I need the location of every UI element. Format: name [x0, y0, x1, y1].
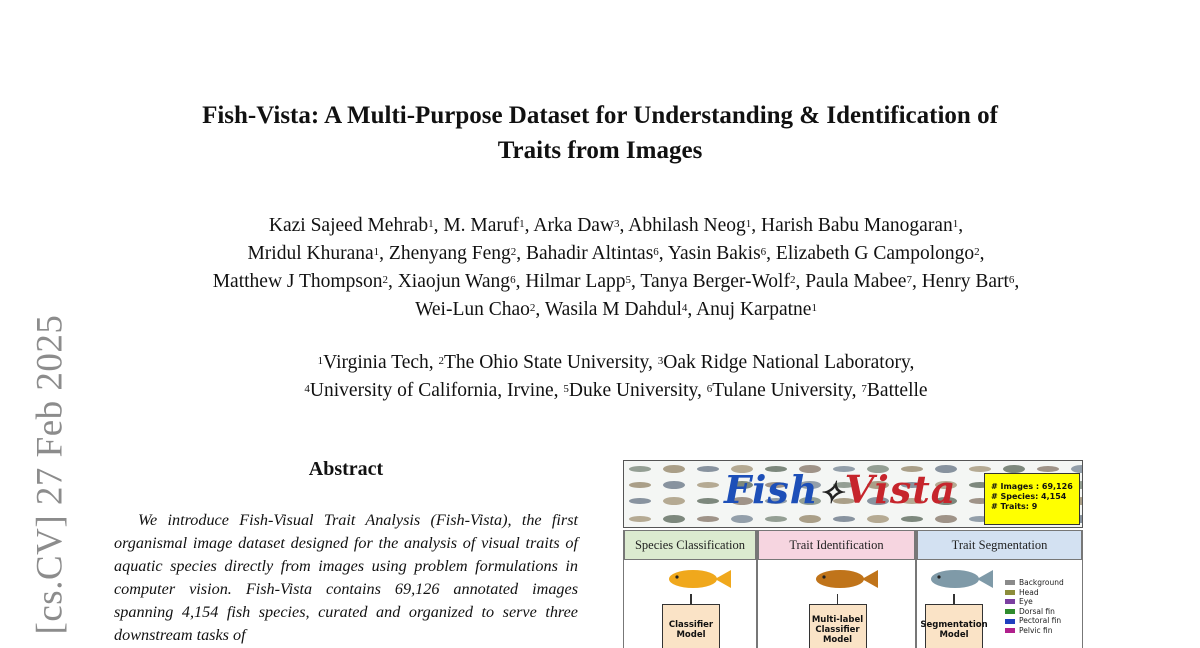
legend-swatch — [1005, 590, 1015, 595]
legend-swatch — [1005, 619, 1015, 624]
fish-thumbnail — [697, 498, 719, 504]
author-affiliation-mark: 2 — [974, 246, 980, 258]
abstract-heading: Abstract — [308, 458, 384, 480]
legend-entry — [1005, 616, 1064, 626]
title-line-2: Traits from Images — [497, 137, 703, 164]
author-affiliation-mark: 1 — [428, 218, 434, 230]
author-name: Arka Daw — [533, 215, 615, 236]
affiliation-name: Oak Ridge National Laboratory — [663, 352, 910, 373]
author-name: Paula Mabee — [805, 271, 907, 292]
author-name: Kazi Sajeed Mehrab — [268, 215, 429, 236]
author-name: Wasila M Dahdul — [544, 299, 682, 320]
author-name: Henry Bart — [921, 271, 1009, 292]
fish-thumbnail — [799, 515, 821, 523]
fish-thumbnail — [629, 466, 651, 472]
author-affiliation-mark: 1 — [373, 246, 380, 258]
affiliation-name: University of California, Irvine — [309, 380, 554, 401]
fish-vista-logo — [724, 467, 956, 512]
affiliation-mark: 7 — [861, 383, 867, 395]
fish-thumbnail — [867, 515, 889, 523]
author-affiliation-mark: 6 — [510, 274, 516, 286]
author-name: Xiaojun Wang — [397, 271, 511, 292]
author-name: Yasin Bakis — [667, 243, 761, 264]
stat-images: # Images : 69,126 — [991, 482, 1073, 491]
abstract-body — [114, 509, 578, 647]
flow-arrow — [837, 594, 839, 604]
stat-traits: # Traits: 9 — [991, 502, 1038, 511]
fish-thumbnail — [1003, 465, 1025, 473]
author-affiliation-mark: 1 — [519, 218, 525, 230]
fish-thumbnail — [833, 516, 855, 522]
fish-thumbnail — [663, 515, 685, 523]
affiliation-mark: 5 — [563, 383, 569, 395]
author-list: Kazi Sajeed Mehrab$^1$, M. Maruf$^1$, Arka Daw$^3$, Abhilash Neog$^1$, Harish Babu Manogaran$^1$, Mridul Khurana$^1$, Zhenyang Feng$^2$, Bahadir Altintas$^6$, Yasin Bakis$^6$, Elizabeth G Campolongo$^2$, Matthew J Thompson$^2$, Xiaojun Wang$^6$, Hilmar Lapp$^5$, Tanya Berger-Wolf$^2$, Paula Mabee$^7$, Henry Bart$^6$, Wei-Lun Chao$^2$, Wasila M Dahdul$^4$, Anuj Karpatne$^1$ — [212, 215, 1020, 320]
paper-title — [100, 98, 1100, 168]
legend-swatch — [1005, 599, 1015, 604]
fish-thumbnail — [1071, 465, 1083, 473]
legend-entry — [1005, 607, 1064, 617]
task-column-header: Trait Identification — [758, 530, 915, 560]
logo-vista-text: Vista — [844, 467, 957, 512]
author-name: M. Maruf — [443, 215, 520, 236]
author-affiliation-mark: 6 — [653, 246, 659, 258]
author-name: Harish Babu Manogaran — [761, 215, 953, 236]
affiliation-mark: 3 — [657, 355, 664, 367]
legend-entry — [1005, 626, 1064, 636]
arxiv-stamp — [26, 300, 74, 648]
task-column-header: Trait Segmentation — [917, 530, 1082, 560]
fish-thumbnail — [765, 516, 787, 522]
author-affiliation-mark: 1 — [811, 302, 817, 314]
fish-thumbnail — [697, 466, 719, 472]
author-affiliation-mark: 2 — [789, 274, 796, 286]
author-affiliation-mark: 2 — [382, 274, 388, 286]
legend-entry — [1005, 597, 1064, 607]
legend-label: Head — [1019, 587, 1039, 597]
affiliation-name: Battelle — [866, 380, 928, 401]
fish-vista-banner — [623, 460, 1083, 528]
author-affiliation-mark: 1 — [952, 218, 959, 230]
fish-thumbnail — [663, 497, 685, 505]
fish-image — [663, 564, 735, 594]
fish-image — [925, 564, 997, 594]
segmentation-legend — [1005, 578, 1064, 636]
title-line-1: Fish-Vista: A Multi-Purpose Dataset for Understanding & Identification of — [202, 102, 998, 129]
fish-thumbnail — [629, 482, 651, 488]
legend-label: Pelvic fin — [1019, 625, 1053, 635]
fish-thumbnail — [731, 515, 753, 523]
task-column-header: Species Classification — [624, 530, 756, 560]
legend-entry — [1005, 578, 1064, 588]
legend-swatch — [1005, 580, 1015, 585]
logo-fish-icon: ✧ — [818, 476, 845, 511]
legend-entry — [1005, 588, 1064, 598]
fish-image — [810, 564, 882, 594]
author-name: Bahadir Altintas — [526, 243, 654, 264]
author-affiliation-mark: 3 — [614, 218, 620, 230]
fish-thumbnail — [901, 516, 923, 522]
author-affiliation-mark: 5 — [625, 274, 631, 286]
author-name: Tanya Berger-Wolf — [640, 271, 790, 292]
abstract-text: We introduce Fish-Visual Trait Analysis (Fish-Vista), the first organismal image dataset designed for the analysis of visual traits of aquatic species directly from images using problem formulations in computer vision. Fish-Vista contains 69,126 annotated images spanning 4,154 fish species, curated and organized to serve three downstream tasks of — [114, 511, 578, 644]
model-box: Classifier Model — [662, 604, 720, 648]
fish-thumbnail — [969, 466, 991, 472]
affiliation-name: Duke University — [568, 380, 698, 401]
legend-swatch — [1005, 628, 1015, 633]
affiliation-mark: 2 — [438, 355, 444, 367]
author-affiliation-mark: 4 — [681, 302, 688, 314]
author-name: Wei-Lun Chao — [415, 299, 530, 320]
author-affiliation-mark: 7 — [906, 274, 912, 286]
task-column — [916, 530, 1083, 648]
author-name: Matthew J Thompson — [212, 271, 383, 292]
model-box: Multi-label Classifier Model — [809, 604, 867, 648]
affiliation-mark: 4 — [304, 383, 310, 395]
fish-thumbnail — [629, 516, 651, 522]
legend-label: Background — [1019, 578, 1064, 587]
author-affiliation-mark: 6 — [1008, 274, 1015, 286]
affiliation-name: Virginia Tech — [323, 352, 429, 373]
fish-thumbnail — [697, 516, 719, 522]
legend-swatch — [1005, 609, 1015, 614]
affiliation-name: The Ohio State University — [444, 352, 648, 373]
flow-arrow — [690, 594, 692, 604]
legend-label: Pectoral fin — [1019, 616, 1062, 626]
dataset-stats-box — [984, 473, 1080, 525]
stat-species: # Species: 4,154 — [991, 492, 1067, 501]
task-column — [623, 530, 757, 648]
fish-thumbnail — [629, 498, 651, 504]
affiliation-list: $^1$Virginia Tech, $^2$The Ohio State University, $^3$Oak Ridge National Laboratory, $^4$University of California, Irvine, $^5$Duke University, $^6$Tulane University, $^7$Battelle — [304, 352, 928, 401]
author-name: Anuj Karpatne — [696, 299, 812, 320]
author-affiliation-mark: 1 — [745, 218, 752, 230]
legend-label: Dorsal fin — [1019, 606, 1055, 616]
author-name: Abhilash Neog — [628, 215, 746, 236]
fish-thumbnail — [935, 515, 957, 523]
author-affiliation-mark: 2 — [510, 246, 517, 258]
fish-thumbnail — [1037, 466, 1059, 472]
affiliation-mark: 6 — [706, 383, 713, 395]
task-column — [757, 530, 916, 648]
author-name: Hilmar Lapp — [525, 271, 626, 292]
fish-thumbnail — [663, 481, 685, 489]
model-box: Segmentation Model — [925, 604, 983, 648]
author-affiliation-mark: 2 — [529, 302, 536, 314]
author-affiliation-mark: 6 — [760, 246, 767, 258]
logo-fish-text: Fish — [724, 467, 819, 512]
flow-arrow — [953, 594, 955, 604]
affiliation-name: Tulane University — [712, 380, 852, 401]
author-name: Zhenyang Feng — [388, 243, 511, 264]
fish-thumbnail — [697, 482, 719, 488]
teaser-figure — [623, 460, 1083, 648]
author-name: Mridul Khurana — [247, 243, 374, 264]
legend-label: Eye — [1019, 597, 1033, 607]
fish-thumbnail — [663, 465, 685, 473]
arxiv-stamp-text: [cs.CV] 27 Feb 2025 — [29, 314, 71, 634]
affiliation-mark: 1 — [317, 355, 324, 367]
author-name: Elizabeth G Campolongo — [775, 243, 975, 264]
